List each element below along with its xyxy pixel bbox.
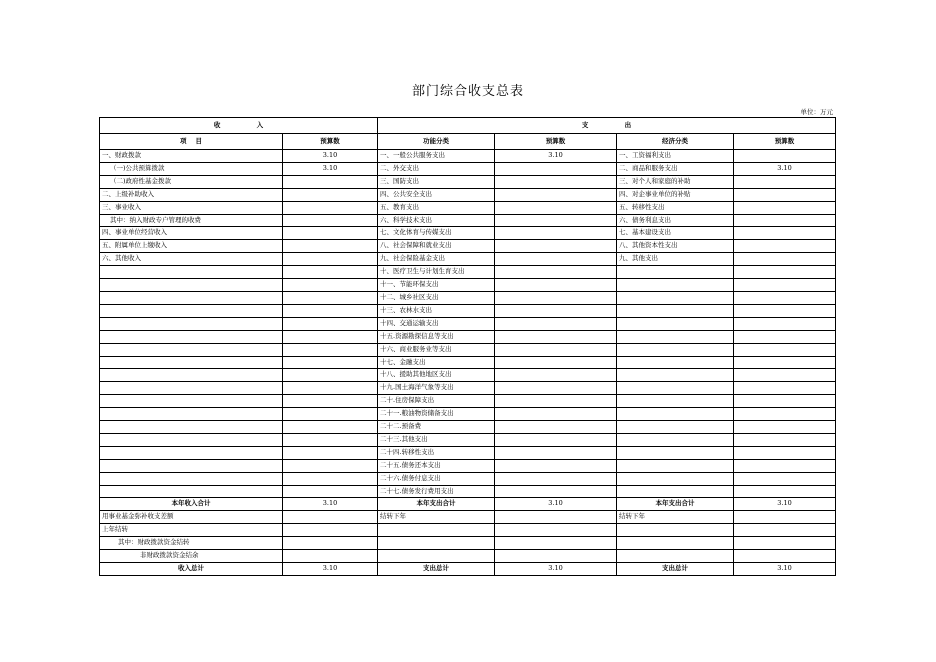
econ-value	[734, 214, 836, 227]
income-item	[100, 304, 283, 317]
table-row	[100, 446, 836, 459]
func-value	[495, 421, 617, 434]
econ-value	[734, 472, 836, 485]
func-item: 二十四.转移性支出	[378, 446, 495, 459]
func-year-total-label: 本年支出合计	[378, 498, 495, 511]
income-item: （一)公共预算拨款	[100, 162, 283, 175]
econ-item	[617, 356, 734, 369]
table-row	[100, 188, 836, 201]
func-value	[495, 266, 617, 279]
func-item: 二十.住房保障支出	[378, 395, 495, 408]
income-item	[100, 291, 283, 304]
func-item: 二、外交支出	[378, 162, 495, 175]
econ-item: 九、其他支出	[617, 253, 734, 266]
func-value	[495, 175, 617, 188]
func-value	[495, 472, 617, 485]
table-row	[100, 214, 836, 227]
econ-value	[734, 421, 836, 434]
func-item: 七、文化体育与传媒支出	[378, 227, 495, 240]
func-value	[495, 253, 617, 266]
income-value	[283, 537, 378, 550]
year-total-row	[100, 498, 836, 511]
econ-item	[617, 279, 734, 292]
income-item: 非财政拨款资金结余	[100, 550, 283, 563]
func-year-total-value: 3.10	[495, 498, 617, 511]
func-value	[495, 317, 617, 330]
func-item	[378, 524, 495, 537]
func-item: 十、医疗卫生与计划生育支出	[378, 266, 495, 279]
item-header: 项 目	[100, 134, 283, 150]
econ-value	[734, 433, 836, 446]
income-value	[283, 201, 378, 214]
func-item: 十一、节能环保支出	[378, 279, 495, 292]
income-item	[100, 472, 283, 485]
income-value	[283, 356, 378, 369]
func-item: 二十六.债务付息支出	[378, 472, 495, 485]
econ-value	[734, 188, 836, 201]
func-value	[495, 188, 617, 201]
income-year-total-value: 3.10	[283, 498, 378, 511]
func-value	[495, 382, 617, 395]
table-row	[100, 201, 836, 214]
func-grand-total-label: 支出总计	[378, 563, 495, 576]
econ-value	[734, 408, 836, 421]
econ-item	[617, 266, 734, 279]
table-row	[100, 266, 836, 279]
income-value	[283, 175, 378, 188]
econ-item	[617, 408, 734, 421]
table-row	[100, 253, 836, 266]
table-row	[100, 408, 836, 421]
income-value	[283, 304, 378, 317]
page-title: 部门综合收支总表	[411, 84, 524, 99]
econ-value	[734, 382, 836, 395]
func-item: 九、社会保险基金支出	[378, 253, 495, 266]
func-value	[495, 162, 617, 175]
econ-grand-total-value: 3.10	[734, 563, 836, 576]
budget-header: 预算数	[495, 134, 617, 150]
func-item: 二十五.债务还本支出	[378, 459, 495, 472]
income-item: 二、上级补助收入	[100, 188, 283, 201]
income-value: 3.10	[283, 150, 378, 163]
func-value	[495, 279, 617, 292]
econ-value	[734, 240, 836, 253]
income-item: 其中：纳入财政专户管理的收费	[100, 214, 283, 227]
income-value	[283, 253, 378, 266]
econ-item	[617, 304, 734, 317]
income-item	[100, 369, 283, 382]
income-value	[283, 369, 378, 382]
unit-label: 单位：万元	[800, 108, 833, 116]
income-value	[283, 240, 378, 253]
econ-value	[734, 253, 836, 266]
table-row	[100, 537, 836, 550]
func-value	[495, 214, 617, 227]
econ-item	[617, 472, 734, 485]
income-item	[100, 317, 283, 330]
econ-item	[617, 550, 734, 563]
econ-value	[734, 550, 836, 563]
income-value	[283, 382, 378, 395]
func-item: 二十一.粮油物资储备支出	[378, 408, 495, 421]
table-row	[100, 382, 836, 395]
table-row	[100, 304, 836, 317]
income-value	[283, 227, 378, 240]
func-item: 结转下年	[378, 511, 495, 524]
table-row	[100, 356, 836, 369]
func-value	[495, 369, 617, 382]
expense-header: 支 出	[378, 118, 836, 134]
func-item: 一、一般公共服务支出	[378, 150, 495, 163]
econ-value	[734, 485, 836, 498]
func-item: 十七、金融支出	[378, 356, 495, 369]
func-item: 十九.国土海洋气象等支出	[378, 382, 495, 395]
func-item: 三、国防支出	[378, 175, 495, 188]
income-value	[283, 317, 378, 330]
econ-item: 八、其他资本性支出	[617, 240, 734, 253]
econ-item: 四、对企事业单位的补贴	[617, 188, 734, 201]
func-item: 十二、城乡社区支出	[378, 291, 495, 304]
econ-value	[734, 317, 836, 330]
econ-value	[734, 304, 836, 317]
func-grand-total-value: 3.10	[495, 563, 617, 576]
func-value	[495, 291, 617, 304]
econ-value	[734, 537, 836, 550]
func-class-header: 功能分类	[378, 134, 495, 150]
econ-value	[734, 446, 836, 459]
econ-item	[617, 485, 734, 498]
income-item	[100, 408, 283, 421]
income-value	[283, 408, 378, 421]
table-row	[100, 343, 836, 356]
econ-value	[734, 266, 836, 279]
func-value	[495, 446, 617, 459]
income-value	[283, 279, 378, 292]
econ-item: 七、基本建设支出	[617, 227, 734, 240]
econ-item: 五、转移性支出	[617, 201, 734, 214]
income-item: 六、其他收入	[100, 253, 283, 266]
income-value	[283, 214, 378, 227]
income-item	[100, 395, 283, 408]
func-item: 十六、商业服务业等支出	[378, 343, 495, 356]
econ-value	[734, 343, 836, 356]
income-grand-total-value: 3.10	[283, 563, 378, 576]
income-item: 上年结转	[100, 524, 283, 537]
table-row	[100, 511, 836, 524]
func-value	[495, 343, 617, 356]
econ-item	[617, 382, 734, 395]
income-value	[283, 433, 378, 446]
econ-value	[734, 291, 836, 304]
table-row	[100, 524, 836, 537]
income-value: 3.10	[283, 162, 378, 175]
econ-item	[617, 446, 734, 459]
econ-item	[617, 537, 734, 550]
summary-table	[99, 117, 836, 576]
income-item: 其中：财政拨款资金结转	[100, 537, 283, 550]
budget-header: 预算数	[283, 134, 378, 150]
header-row-1	[100, 118, 836, 134]
income-item	[100, 485, 283, 498]
econ-item: 结转下年	[617, 511, 734, 524]
econ-value	[734, 330, 836, 343]
table-row	[100, 550, 836, 563]
table-row	[100, 175, 836, 188]
func-value	[495, 330, 617, 343]
econ-item: 三、对个人和家庭的补助	[617, 175, 734, 188]
econ-value	[734, 356, 836, 369]
income-year-total-label: 本年收入合计	[100, 498, 283, 511]
econ-item	[617, 317, 734, 330]
income-item: 五、附属单位上缴收入	[100, 240, 283, 253]
income-value	[283, 472, 378, 485]
econ-value	[734, 175, 836, 188]
table-row	[100, 162, 836, 175]
econ-value	[734, 511, 836, 524]
table-row	[100, 317, 836, 330]
header-row-2	[100, 134, 836, 150]
econ-value	[734, 279, 836, 292]
econ-value	[734, 227, 836, 240]
func-value	[495, 433, 617, 446]
income-item: 三、事业收入	[100, 201, 283, 214]
econ-value	[734, 150, 836, 163]
func-value	[495, 356, 617, 369]
income-item: （二)政府性基金拨款	[100, 175, 283, 188]
table-row	[100, 472, 836, 485]
econ-item	[617, 524, 734, 537]
func-value: 3.10	[495, 150, 617, 163]
income-value	[283, 485, 378, 498]
income-value	[283, 188, 378, 201]
econ-value	[734, 395, 836, 408]
income-item	[100, 266, 283, 279]
econ-item	[617, 291, 734, 304]
table-row	[100, 227, 836, 240]
func-item: 六、科学技术支出	[378, 214, 495, 227]
income-item	[100, 433, 283, 446]
func-value	[495, 459, 617, 472]
econ-year-total-value: 3.10	[734, 498, 836, 511]
income-value	[283, 395, 378, 408]
grand-total-row	[100, 563, 836, 576]
table-row	[100, 279, 836, 292]
func-item: 二十七.债务发行费用支出	[378, 485, 495, 498]
table-row	[100, 485, 836, 498]
econ-item: 二、商品和服务支出	[617, 162, 734, 175]
income-value	[283, 550, 378, 563]
func-item	[378, 537, 495, 550]
func-value	[495, 537, 617, 550]
func-value	[495, 511, 617, 524]
income-item: 用事业基金弥补收支差额	[100, 511, 283, 524]
table-row	[100, 291, 836, 304]
econ-value: 3.10	[734, 162, 836, 175]
table-row	[100, 150, 836, 163]
income-item	[100, 330, 283, 343]
econ-year-total-label: 本年支出合计	[617, 498, 734, 511]
econ-item	[617, 459, 734, 472]
func-value	[495, 227, 617, 240]
income-item: 一、财政拨款	[100, 150, 283, 163]
econ-item: 六、债务利息支出	[617, 214, 734, 227]
income-item	[100, 356, 283, 369]
income-item	[100, 343, 283, 356]
func-item: 十三、农林水支出	[378, 304, 495, 317]
econ-class-header: 经济分类	[617, 134, 734, 150]
income-item	[100, 421, 283, 434]
func-item: 十五.资源勘探信息等支出	[378, 330, 495, 343]
func-value	[495, 201, 617, 214]
income-value	[283, 511, 378, 524]
func-item: 十四、交通运输支出	[378, 317, 495, 330]
func-item: 二十三.其他支出	[378, 433, 495, 446]
income-item	[100, 446, 283, 459]
table-row	[100, 240, 836, 253]
econ-value	[734, 369, 836, 382]
econ-item	[617, 395, 734, 408]
income-item	[100, 279, 283, 292]
income-item: 四、事业单位经营收入	[100, 227, 283, 240]
table-row	[100, 369, 836, 382]
econ-item	[617, 433, 734, 446]
income-value	[283, 266, 378, 279]
income-grand-total-label: 收入总计	[100, 563, 283, 576]
func-item: 四、公共安全支出	[378, 188, 495, 201]
table-row	[100, 395, 836, 408]
econ-item	[617, 421, 734, 434]
econ-item	[617, 369, 734, 382]
func-value	[495, 485, 617, 498]
income-value	[283, 291, 378, 304]
func-item: 五、教育支出	[378, 201, 495, 214]
func-value	[495, 550, 617, 563]
func-value	[495, 408, 617, 421]
func-value	[495, 304, 617, 317]
func-item: 八、社会保障和就业支出	[378, 240, 495, 253]
econ-value	[734, 459, 836, 472]
income-value	[283, 343, 378, 356]
econ-grand-total-label: 支出总计	[617, 563, 734, 576]
table-row	[100, 330, 836, 343]
econ-item	[617, 330, 734, 343]
func-value	[495, 240, 617, 253]
econ-item	[617, 343, 734, 356]
func-value	[495, 395, 617, 408]
func-item: 二十二.预备费	[378, 421, 495, 434]
budget-header: 预算数	[734, 134, 836, 150]
econ-value	[734, 201, 836, 214]
func-value	[495, 524, 617, 537]
table-row	[100, 433, 836, 446]
func-item: 十八、援助其他地区支出	[378, 369, 495, 382]
table-row	[100, 459, 836, 472]
income-value	[283, 524, 378, 537]
func-item	[378, 550, 495, 563]
income-value	[283, 330, 378, 343]
income-header: 收 入	[100, 118, 378, 134]
income-item	[100, 382, 283, 395]
table-row	[100, 421, 836, 434]
income-value	[283, 446, 378, 459]
income-item	[100, 459, 283, 472]
income-value	[283, 459, 378, 472]
income-value	[283, 421, 378, 434]
econ-value	[734, 524, 836, 537]
econ-item: 一、工资福利支出	[617, 150, 734, 163]
